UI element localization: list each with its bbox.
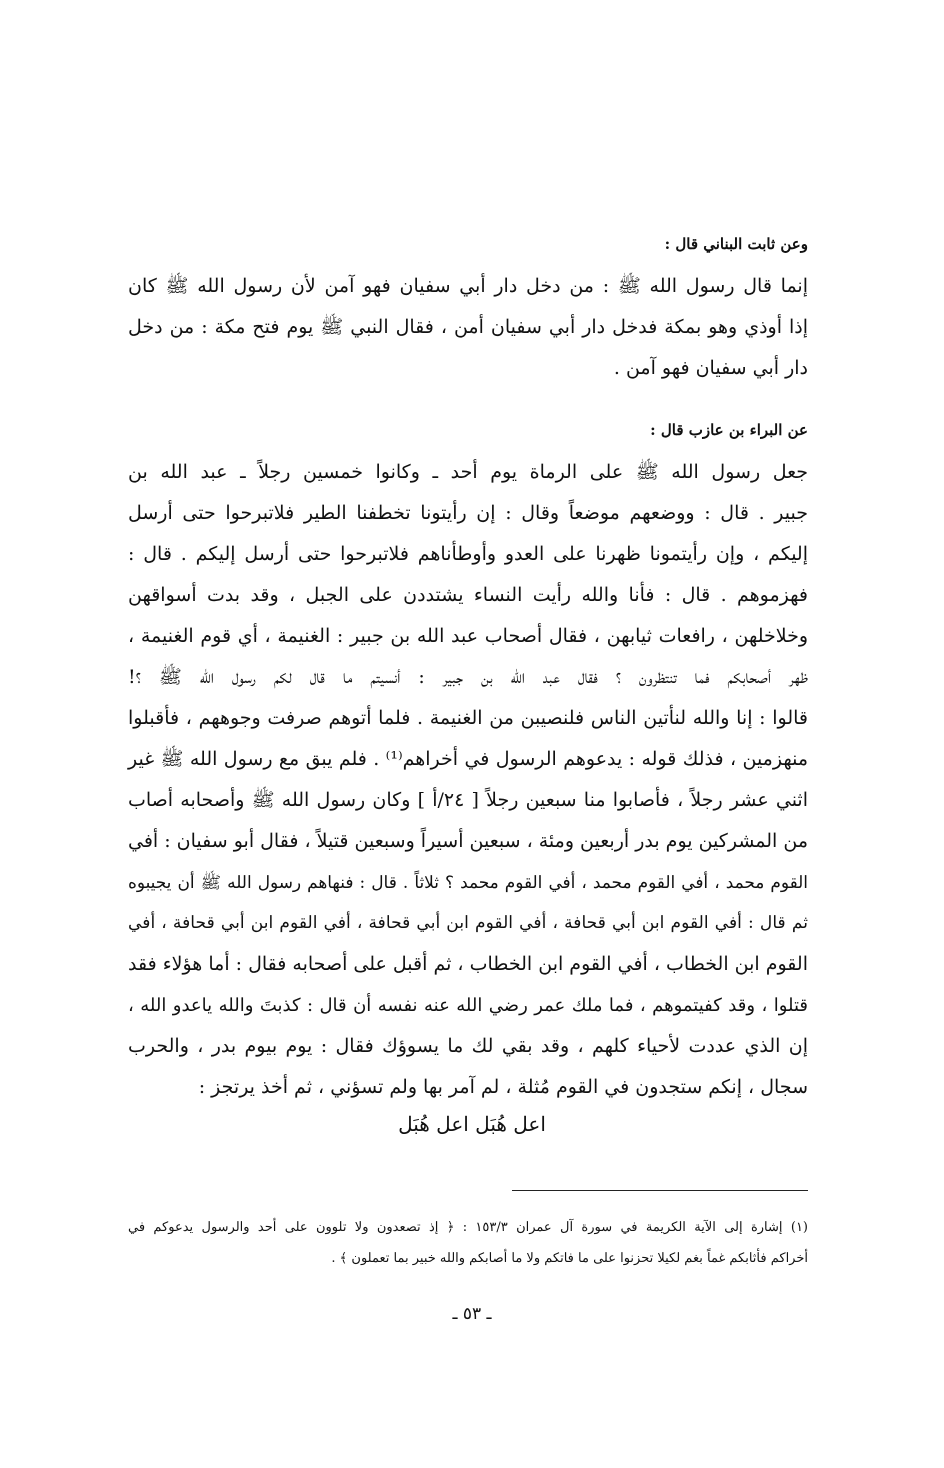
text-line: وخلاخلهن ، رافعات ثيابهن ، فقال أصحاب عبد الله بن جبير : الغنيمة ، أي قوم الغنيمة ، (128, 625, 808, 647)
text-line: ثم قال : أفي القوم ابن أبي قحافة ، أفي القوم ابن أبي قحافة ، أفي القوم ابن أبي قحافة ، أفي (128, 913, 808, 933)
text-line: جبير . قال : ووضعهم موضعاً وقال : إن رأيتونا تخطفنا الطير فلاتبرحوا حتى أرسل (128, 502, 808, 524)
text-line: قالوا : إنا والله لنأتين الناس فلنصيبن من الغنيمة . فلما أتوهم صرفت وجوههم ، فأقبلوا (128, 707, 808, 729)
paragraph-baraa (128, 452, 808, 1108)
footnote-line: أخراكم فأثابكم غماً بغم لكيلا تحزنوا على ما فاتكم ولا ما أصابكم والله خبير بما تعملون ﴾ . (331, 1251, 808, 1266)
text-line: فهزموهم . قال : فأنا والله رأيت النساء يشتددن على الجبل ، وقد بدت أسواقهن (128, 584, 809, 606)
paragraph-thabit (128, 266, 808, 389)
text-line: اثني عشر رجلاً ، فأصابوا منا سبعين رجلاً [ ٢٤/أ ] وكان رسول الله ﷺ وأصحابه أصاب (128, 789, 808, 811)
text-line: ظهر أصحابكم فما تنتظرون ؟ فقال عبد الله بن جبير : أنسيتم ما قال لكم رسول الله ﷺ ؟! (128, 666, 808, 688)
footnote-divider (512, 1190, 808, 1191)
text-line: من المشركين يوم بدر أربعين ومئة ، سبعين أسيراً وسبعين قتيلاً ، فقال أبو سفيان : أفي (127, 830, 808, 852)
footnote-line: (١) إشارة إلى الآية الكريمة في سورة آل عمران ١٥٣/٣ : ﴿ إذ تصعدون ولا تلوون على أحد والرسول يدعوكم في (128, 1220, 808, 1235)
text-line: إذا أوذي وهو بمكة فدخل دار أبي سفيان أمن ، فقال النبي ﷺ يوم فتح مكة : من دخل (128, 316, 808, 338)
text-line: إليكم ، وإن رأيتمونا ظهرنا على العدو وأوطأناهم فلاتبرحوا حتى أرسل إليكم . قال : (128, 543, 808, 565)
text-line: قتلوا ، وقد كفيتموهم ، فما ملك عمر رضي الله عنه نفسه أن قال : كذبتَ والله ياعدو الله ، (128, 995, 808, 1016)
footnote (128, 1212, 808, 1274)
text-line: دار أبي سفيان فهو آمن . (613, 357, 808, 379)
page-number: ـ ٥٣ ـ (452, 1304, 492, 1324)
text-line: سجال ، إنكم ستجدون في القوم مُثلة ، لم آمر بها ولم تسؤني ، ثم أخذ يرتجز : (198, 1076, 808, 1098)
poem-verse: اعل هُبَل اعل هُبَل (398, 1112, 546, 1136)
text-line: منهزمين ، فذلك قوله : يدعوهم الرسول في أخراهم⁽¹⁾ . فلم يبق مع رسول الله ﷺ غير (128, 748, 808, 770)
text-line: إن الذي عددت لأحياء كلهم ، وقد بقي لك ما يسوؤك فقال : يوم بيوم بدر ، والحرب (128, 1035, 808, 1057)
text-line: إنما قال رسول الله ﷺ : من دخل دار أبي سفيان فهو آمن لأن رسول الله ﷺ كان (128, 275, 808, 297)
section-heading-baraa: عن البراء بن عازب قال : (650, 421, 808, 439)
text-line: القوم محمد ، أفي القوم محمد ، أفي القوم محمد ؟ ثلاثاً . قال : فنهاهم رسول الله ﷺ أن يجيبوه (128, 872, 808, 892)
section-heading-thabit: وعن ثابت البناني قال : (664, 235, 808, 253)
text-line: جعل رسول الله ﷺ على الرماة يوم أحد ـ وكانوا خمسين رجلاً ـ عبد الله بن (128, 461, 808, 483)
text-line: القوم ابن الخطاب ، أفي القوم ابن الخطاب ، ثم أقبل على أصحابه فقال : أما هؤلاء فقد (128, 953, 808, 975)
